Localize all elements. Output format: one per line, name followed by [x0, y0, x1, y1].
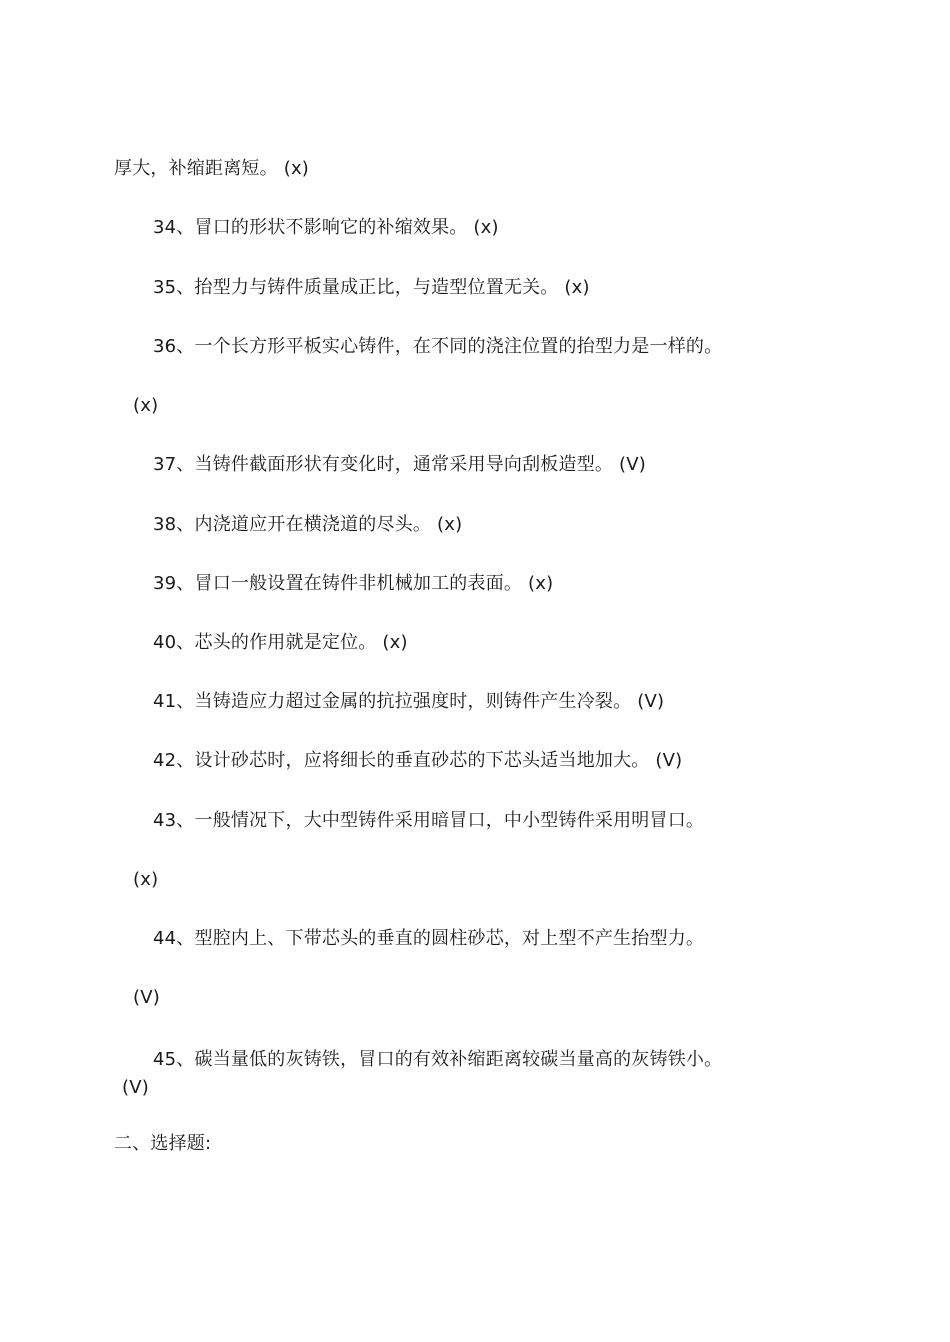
statement-41: 41、当铸造应力超过金属的抗拉强度时，则铸件产生冷裂。 (V) — [153, 691, 665, 712]
statement-44: 44、型腔内上、下带芯头的垂直的圆柱砂芯，对上型不产生抬型力。 — [153, 928, 705, 949]
statement-43: 43、一般情况下，大中型铸件采用暗冒口，中小型铸件采用明冒口。 — [153, 810, 705, 831]
statement-34: 34、冒口的形状不影响它的补缩效果。 (x) — [153, 217, 499, 238]
statement-36: 36、一个长方形平板实心铸件，在不同的浇注位置的抬型力是一样的。 — [153, 336, 723, 357]
statement-35: 35、抬型力与铸件质量成正比，与造型位置无关。 (x) — [153, 277, 590, 298]
statement-42: 42、设计砂芯时，应将细长的垂直砂芯的下芯头适当地加大。 (V) — [153, 750, 683, 771]
section-heading-choice-questions: 二、选择题: — [114, 1133, 212, 1154]
statement-45-answer: (V) — [122, 1077, 149, 1098]
statement-44-answer: (V) — [133, 987, 160, 1008]
statement-36-answer: (x) — [133, 395, 159, 416]
statement-37: 37、当铸件截面形状有变化时，通常采用导向刮板造型。 (V) — [153, 454, 646, 475]
statement-40: 40、芯头的作用就是定位。 (x) — [153, 632, 408, 653]
text-line-33-continuation: 厚大，补缩距离短。 (x) — [114, 158, 310, 179]
statement-39: 39、冒口一般设置在铸件非机械加工的表面。 (x) — [153, 573, 554, 594]
statement-45: 45、碳当量低的灰铸铁，冒口的有效补缩距离较碳当量高的灰铸铁小。 — [153, 1049, 723, 1070]
statement-43-answer: (x) — [133, 869, 159, 890]
statement-38: 38、内浇道应开在横浇道的尽头。 (x) — [153, 514, 463, 535]
